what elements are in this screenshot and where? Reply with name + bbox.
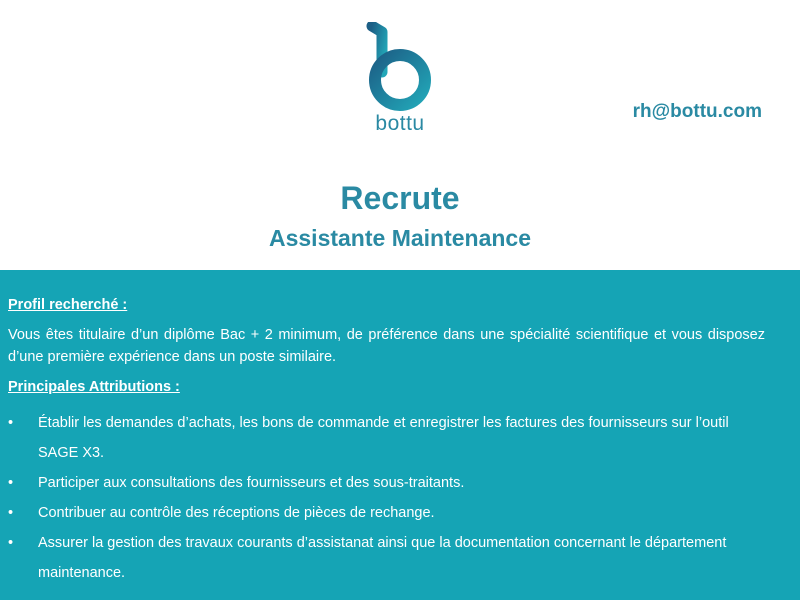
logo-text: bottu bbox=[375, 112, 425, 135]
contact-email[interactable]: rh@bottu.com bbox=[632, 101, 762, 122]
bullet-icon: • bbox=[8, 475, 14, 491]
list-item-text: Établir les demandes d’achats, les bons de commande et enregistrer les factures des fournisseurs sur l’outil SAGE X3. bbox=[38, 415, 729, 461]
attributions-list bbox=[8, 408, 765, 588]
list-item-text: Assurer la gestion des travaux courants d’assistanat ainsi que la documentation concernant le département maintenance. bbox=[38, 535, 727, 581]
list-item bbox=[8, 528, 765, 588]
bullet-icon: • bbox=[8, 505, 14, 521]
header-section bbox=[0, 0, 800, 270]
attributions-heading: Principales Attributions : bbox=[8, 379, 180, 395]
list-item bbox=[8, 408, 765, 468]
job-description-panel bbox=[0, 270, 800, 600]
job-title: Assistante Maintenance bbox=[268, 225, 532, 251]
list-item bbox=[8, 498, 765, 528]
list-item-text: Participer aux consultations des fournisseurs et des sous-traitants. bbox=[38, 475, 465, 491]
profile-heading: Profil recherché : bbox=[8, 297, 128, 313]
page-title: Recrute bbox=[340, 180, 460, 216]
profile-text: Vous êtes titulaire d’un diplôme Bac + 2 minimum, de préférence dans une spécialité scientifique et vous disposez d’une première expérience dans un poste similaire. bbox=[8, 327, 765, 365]
bullet-icon: • bbox=[8, 415, 14, 431]
list-item-text: Contribuer au contrôle des réceptions de pièces de rechange. bbox=[38, 505, 435, 521]
list-item bbox=[8, 468, 765, 498]
bullet-icon: • bbox=[8, 535, 14, 551]
